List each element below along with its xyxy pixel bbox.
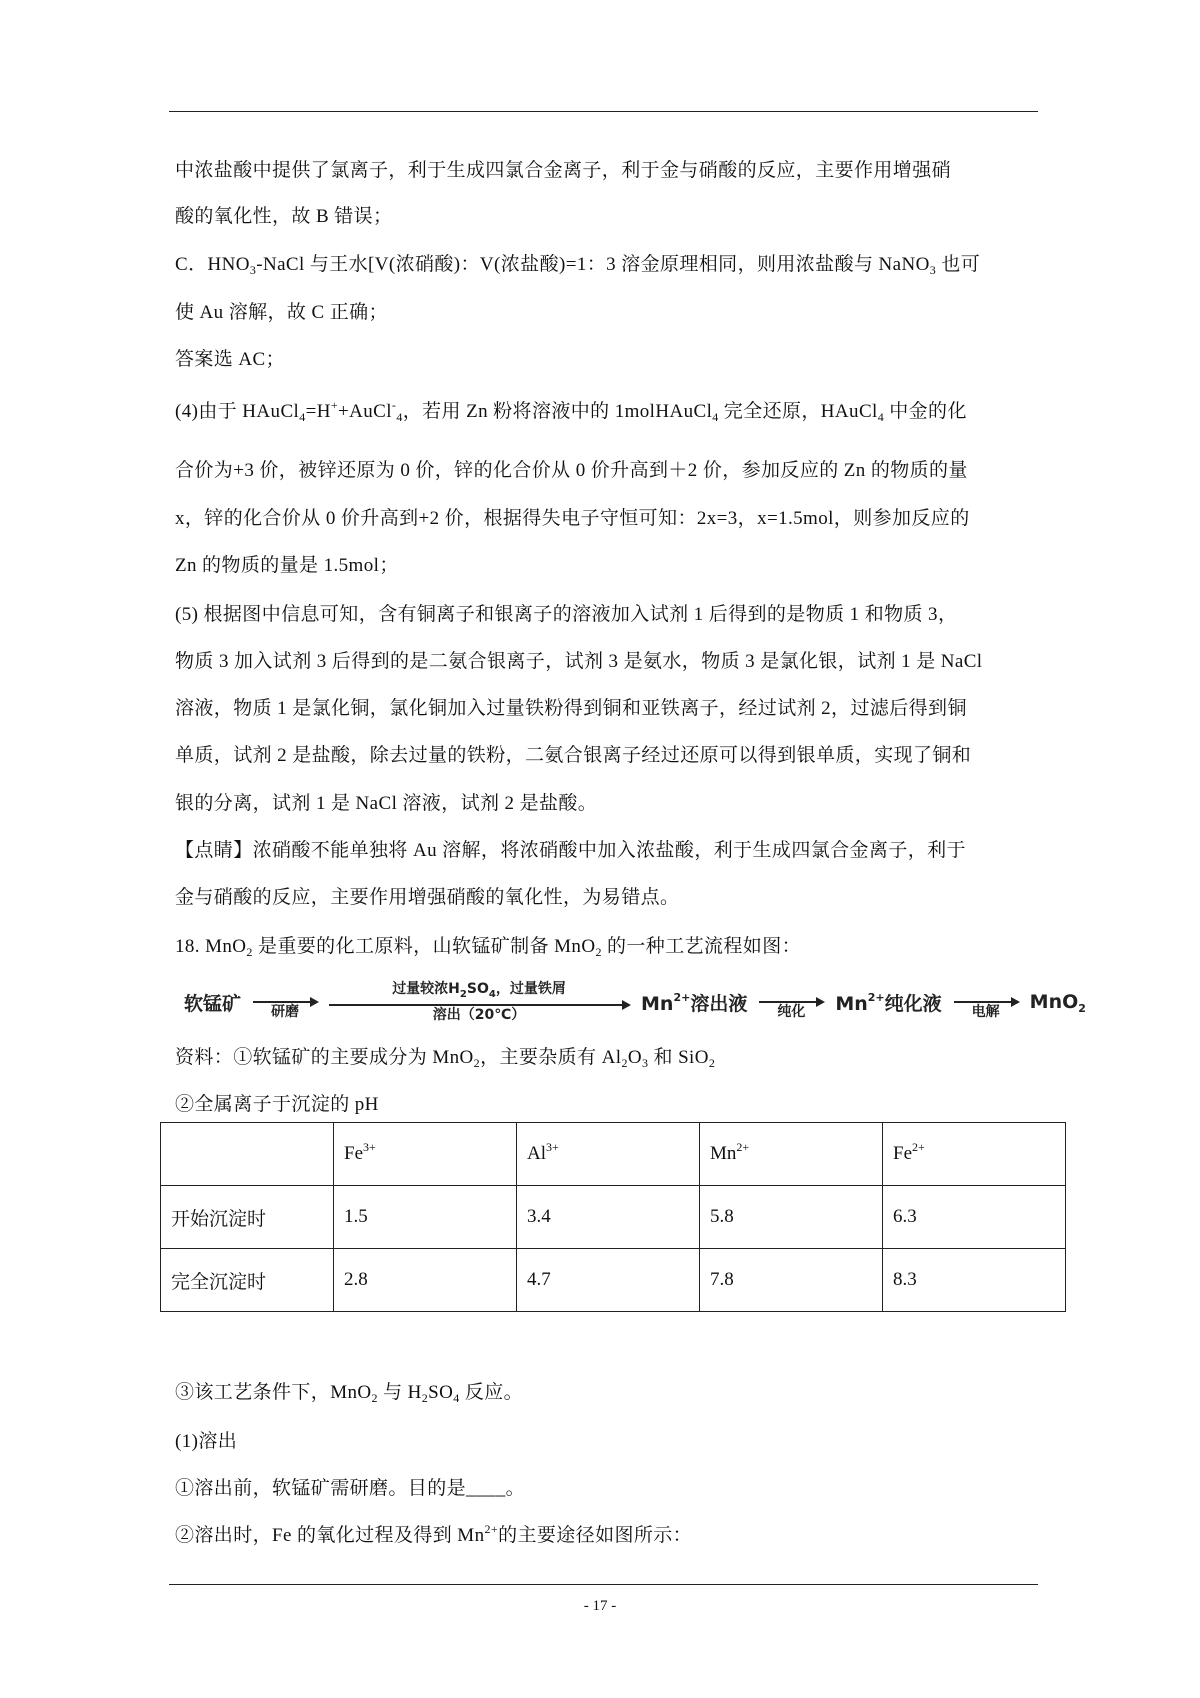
table-cell: 3.4 bbox=[517, 1186, 700, 1249]
text-segment: 使 Au 溶解，故 C 正确； bbox=[175, 302, 388, 323]
ph-table bbox=[160, 1122, 1066, 1312]
text-segment: ①溶出前，软锰矿需研磨。目的是____。 bbox=[175, 1478, 526, 1499]
text-segment: 溶液，物质 1 是氯化铜，氯化铜加入过量铁粉得到铜和亚铁离子，经过试剂 2，过滤后得到铜 bbox=[175, 698, 967, 719]
table-header-cell bbox=[161, 1123, 334, 1186]
text-segment: 【点睛】浓硝酸不能单独将 Au 溶解，将浓硝酸中加入浓盐酸，利于生成四氯合金离子，利于 bbox=[175, 840, 966, 861]
text-line bbox=[175, 650, 982, 674]
process-flow-diagram bbox=[178, 980, 1092, 1024]
text-segment: 2 bbox=[473, 1056, 481, 1070]
text-line bbox=[175, 348, 285, 372]
table-cell: 7.8 bbox=[700, 1249, 883, 1312]
text-segment: 4 bbox=[877, 410, 885, 424]
text-line bbox=[175, 935, 801, 959]
table-cell: 5.8 bbox=[700, 1186, 883, 1249]
text-segment: 合价为+3 价，被锌还原为 0 价，锌的化合价从 0 价升高到＋2 价，参加反应的 Zn 的物质的量 bbox=[175, 460, 968, 481]
table-header-row bbox=[161, 1123, 1066, 1186]
flow-arrow-electrolysis bbox=[954, 984, 1018, 1020]
text-segment: ②溶出时，Fe 的氧化过程及得到 Mn bbox=[175, 1525, 485, 1546]
text-segment: 金与硝酸的反应，主要作用增强硝酸的氧化性，为易错点。 bbox=[175, 887, 680, 908]
flow-label-grind: 研磨 bbox=[271, 1004, 300, 1020]
text-segment: (1)溶出 bbox=[175, 1431, 238, 1452]
text-segment: 2+ bbox=[484, 1522, 499, 1536]
text-line bbox=[175, 603, 957, 627]
flow-node-ore: 软锰矿 bbox=[184, 992, 242, 1015]
header-rule bbox=[169, 111, 1038, 112]
table-header-cell: $Fe^{2+}$ bbox=[883, 1123, 1066, 1186]
text-line bbox=[175, 1524, 692, 1548]
text-segment: 4 bbox=[396, 410, 403, 424]
text-segment: ②全属离子于沉淀的 pH bbox=[175, 1094, 379, 1115]
text-line bbox=[175, 839, 966, 863]
text-segment: 是重要的化工原料，山软锰矿制备 MnO bbox=[252, 936, 596, 957]
text-segment: 4 bbox=[453, 1391, 460, 1405]
table-cell: 8.3 bbox=[883, 1249, 1066, 1312]
table-cell: 4.7 bbox=[517, 1249, 700, 1312]
table-cell: 2.8 bbox=[334, 1249, 517, 1312]
table-header-cell: $Fe^{3+}$ bbox=[334, 1123, 517, 1186]
flow-node-leachate: $Mn^{2+}$溶出液 bbox=[641, 990, 748, 1015]
text-segment: 的主要途径如图所示： bbox=[498, 1525, 693, 1546]
text-segment: 2 bbox=[371, 1391, 378, 1405]
text-segment: 与 H bbox=[377, 1382, 422, 1403]
text-segment: (4)由于 HAuCl bbox=[175, 401, 300, 422]
text-line bbox=[175, 400, 967, 424]
text-segment: 2 bbox=[708, 1056, 716, 1070]
text-segment: 中浓盐酸中提供了氯离子，利于生成四氯合金离子，利于金与硝酸的反应，主要作用增强硝 bbox=[175, 160, 952, 181]
text-line bbox=[175, 697, 967, 721]
text-line bbox=[175, 744, 971, 768]
table-cell: 6.3 bbox=[883, 1186, 1066, 1249]
text-line bbox=[175, 301, 388, 325]
table-cell: 1.5 bbox=[334, 1186, 517, 1249]
text-line bbox=[175, 507, 970, 531]
flow-label-leach-reagents: 过量较浓$H_2SO_4$，过量铁屑 bbox=[392, 981, 566, 1000]
text-segment: 的一种工艺流程如图： bbox=[601, 936, 802, 957]
flow-arrow-grind bbox=[253, 984, 317, 1020]
flow-label-purify: 纯化 bbox=[777, 1004, 806, 1020]
table-row bbox=[161, 1249, 1066, 1312]
table-header-cell: $Mn^{2+}$ bbox=[700, 1123, 883, 1186]
text-segment: Zn 的物质的量是 1.5mol； bbox=[175, 555, 399, 576]
text-line bbox=[175, 1477, 525, 1501]
text-segment: 2 bbox=[421, 1391, 429, 1405]
text-segment: 也可 bbox=[936, 254, 981, 275]
text-line bbox=[175, 554, 399, 578]
text-segment: 答案选 AC； bbox=[175, 349, 285, 370]
text-segment: 物质 3 加入试剂 3 后得到的是二氨合银离子，试剂 3 是氨水，物质 3 是氯化银，试剂 1 是 NaCl bbox=[175, 651, 983, 672]
text-segment: 3 bbox=[929, 263, 937, 277]
flow-node-product: MnO$_2$ bbox=[1029, 991, 1086, 1015]
flow-arrow-purify bbox=[759, 984, 823, 1020]
text-segment: 2 bbox=[246, 945, 253, 959]
text-line bbox=[175, 886, 679, 910]
text-segment: + bbox=[330, 398, 339, 412]
text-line bbox=[175, 1430, 237, 1454]
text-line bbox=[175, 253, 980, 277]
text-line bbox=[175, 1093, 379, 1117]
text-line bbox=[175, 459, 968, 483]
text-segment: ，若用 Zn 粉将溶液中的 1molHAuCl bbox=[402, 401, 713, 422]
text-segment: x，锌的化合价从 0 价升高到+2 价，根据得失电子守恒可知：2x=3，x=1.5mol，则参加反应的 bbox=[175, 508, 970, 529]
text-segment: 资料：①软锰矿的主要成分为 MnO bbox=[175, 1047, 474, 1068]
text-segment: (5) 根据图中信息可知，含有铜离子和银离子的溶液加入试剂 1 后得到的是物质 1 和物质 3， bbox=[175, 604, 958, 625]
text-line bbox=[175, 205, 392, 229]
text-segment: ，主要杂质有 Al bbox=[480, 1047, 622, 1068]
flow-label-leach: 溶出（20℃） bbox=[432, 1006, 526, 1023]
text-segment: 中金的化 bbox=[884, 401, 967, 422]
text-segment: - bbox=[391, 398, 397, 412]
text-segment: 2 bbox=[621, 1056, 628, 1070]
text-segment: 完全还原，HAuCl bbox=[718, 401, 878, 422]
text-line bbox=[175, 1381, 523, 1405]
text-segment: +AuCl bbox=[338, 401, 392, 422]
text-segment: -NaCl 与王水[V(浓硝酸)：V(浓盐酸)=1：3 溶金原理相同，则用浓盐酸与 NaNO bbox=[256, 254, 930, 275]
text-segment: 3 bbox=[641, 1056, 649, 1070]
footer-rule bbox=[169, 1584, 1038, 1585]
text-line bbox=[175, 792, 597, 816]
text-segment: 单质，试剂 2 是盐酸，除去过量的铁粉，二氨合银离子经过还原可以得到银单质，实现了铜和 bbox=[175, 745, 972, 766]
page-number: - 17 - bbox=[583, 1598, 617, 1614]
table-cell: 完全沉淀时 bbox=[161, 1249, 334, 1312]
text-segment: O bbox=[627, 1047, 642, 1068]
text-segment: 2 bbox=[595, 945, 602, 959]
text-segment: C．HNO bbox=[175, 254, 250, 275]
text-segment: SO bbox=[428, 1382, 454, 1403]
flow-node-purified: $Mn^{2+}$纯化液 bbox=[835, 990, 942, 1015]
text-segment: 18. MnO bbox=[175, 936, 247, 957]
flow-arrow-leach bbox=[329, 981, 629, 1023]
table-row bbox=[161, 1186, 1066, 1249]
text-segment: 4 bbox=[299, 410, 306, 424]
text-segment: ③该工艺条件下，MnO bbox=[175, 1382, 372, 1403]
text-segment: 3 bbox=[249, 263, 257, 277]
text-line bbox=[175, 159, 951, 183]
text-segment: 银的分离，试剂 1 是 NaCl 溶液，试剂 2 是盐酸。 bbox=[175, 793, 598, 814]
text-segment: =H bbox=[305, 401, 331, 422]
text-line bbox=[175, 1046, 715, 1070]
text-segment: 和 SiO bbox=[648, 1047, 709, 1068]
flow-label-electrolysis: 电解 bbox=[971, 1004, 1000, 1020]
text-segment: 酸的氧化性，故 B 错误； bbox=[175, 206, 393, 227]
text-segment: 4 bbox=[712, 410, 719, 424]
table-cell: 开始沉淀时 bbox=[161, 1186, 334, 1249]
text-segment: 反应。 bbox=[459, 1382, 524, 1403]
table-header-cell: $Al^{3+}$ bbox=[517, 1123, 700, 1186]
